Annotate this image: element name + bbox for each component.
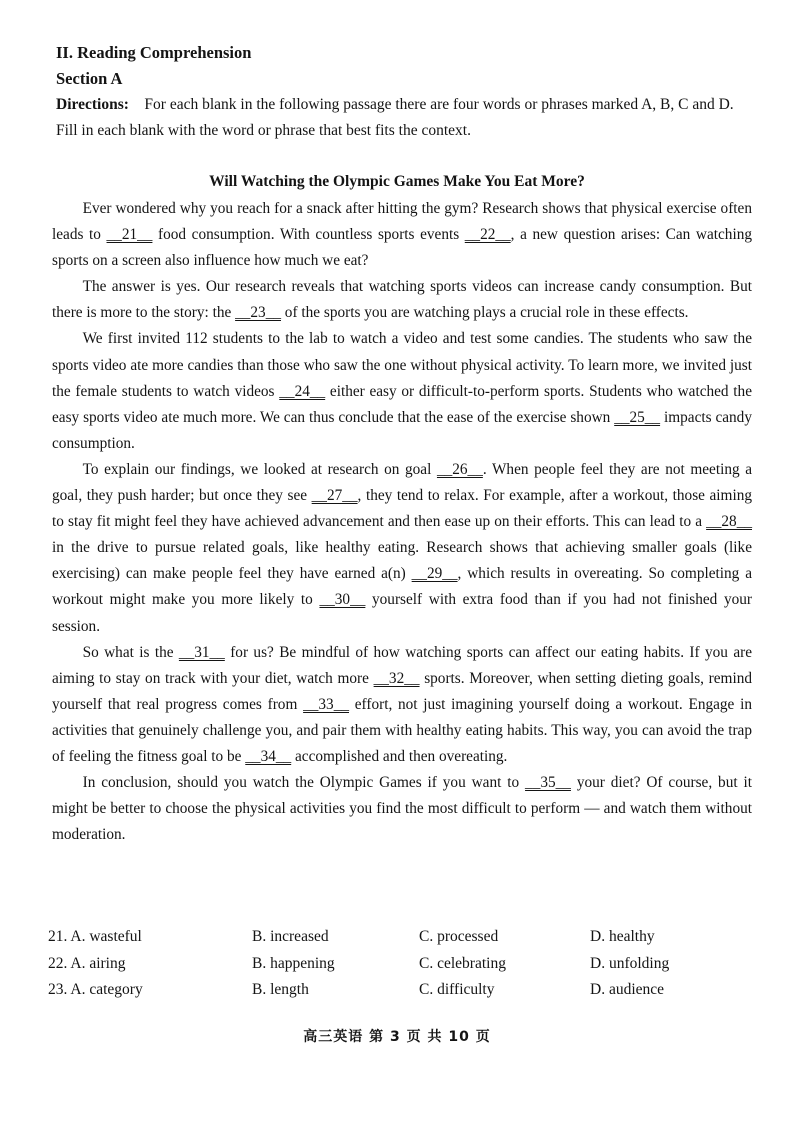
option-d: D. unfolding	[590, 954, 670, 972]
answer-blank: __31__	[178, 643, 225, 661]
passage-text: We first invited 112 students to the lab to watch a video and test some candies. The students who saw the sports video ate more candies than those who saw the one without physical activity. To learn more, we invited just the female students to watch videos	[52, 330, 752, 400]
option-c: C. difficulty	[419, 981, 495, 998]
passage-text: food consumption. With countless sports events	[152, 226, 465, 244]
option-c: C. processed	[419, 928, 499, 945]
answer-blank: __34__	[245, 747, 292, 765]
passage-paragraph	[52, 196, 752, 274]
option-d: D. healthy	[590, 928, 655, 945]
directions-label: Directions:	[56, 96, 129, 113]
passage-text: , they tend to relax. For example, after a workout, those aiming to stay fit might feel they have achieved advancement and then ease up on their efforts. This can lead to a	[52, 487, 753, 531]
answer-blank: __24__	[279, 382, 326, 400]
option-c: C. celebrating	[419, 954, 506, 972]
option-d: D. audience	[590, 981, 665, 998]
answer-blank: __33__	[303, 695, 349, 713]
passage-text: , a new question arises: Can watching sports on a screen also influence how much we eat?	[52, 226, 752, 270]
passage-text: your diet? Of course, but it might be better to choose the physical activities you find the most difficult to perform — and watch them without moderation.	[52, 774, 752, 844]
passage-paragraph	[52, 274, 752, 326]
passage-text: in the drive to pursue related goals, like healthy eating. Research shows that achieving smaller goals (like exercising) can make people feel they have earned a(n)	[52, 539, 752, 583]
passage-text: yourself with extra food than if you had not finished your session.	[52, 591, 753, 635]
passage-paragraph	[52, 457, 752, 640]
directions	[56, 92, 750, 144]
answer-blank: __30__	[319, 591, 366, 609]
option-a: 23. A. category	[48, 981, 143, 998]
answer-blank: __26__	[436, 460, 483, 478]
passage-text: To explain our findings, we looked at research on goal	[82, 460, 437, 478]
section-heading: Section A	[56, 69, 123, 88]
answer-blank: __22__	[464, 226, 511, 244]
passage-text: In conclusion, should you watch the Olympic Games if you want to	[82, 774, 526, 792]
option-a: 22. A. airing	[48, 954, 126, 972]
passage-paragraph	[52, 640, 752, 770]
passage-text: effort, not just imagining yourself doing a workout. Engage in activities that genuinely challenge you, and pair them with healthy eating habits. This way, you can avoid the trap of feeling the fitness goal to be	[52, 695, 752, 765]
passage-text: sports. Moreover, when setting dieting goals, remind yourself that real progress comes from	[52, 669, 753, 713]
answer-blank: __32__	[373, 669, 420, 687]
passage-text: So what is the	[82, 643, 179, 661]
answer-options	[48, 924, 758, 1004]
option-b: B. happening	[252, 954, 335, 972]
answer-blank: __21__	[106, 226, 153, 244]
question-row	[48, 924, 758, 951]
passage-text: for us? Be mindful of how watching sports can affect our eating habits. If you are aiming to stay on track with your diet, watch more	[52, 643, 752, 687]
question-row	[48, 977, 758, 1004]
option-b: B. length	[252, 981, 309, 998]
passage-text: either easy or difficult-to-perform sports. Students who watched the easy sports video ate much more. We can thus conclude that the ease of the exercise shown	[52, 382, 752, 426]
passage-text: impacts candy consumption.	[52, 408, 752, 452]
answer-blank: __28__	[706, 513, 752, 531]
answer-blank: __23__	[235, 304, 281, 322]
passage-text: . When people feel they are not meeting a goal, they push harder; but once they see	[52, 460, 753, 505]
option-b: B. increased	[252, 928, 329, 945]
answer-blank: __35__	[525, 774, 571, 792]
answer-blank: __29__	[411, 565, 458, 583]
passage-body	[52, 196, 752, 848]
passage-paragraph	[52, 326, 752, 456]
passage-title: Will Watching the Olympic Games Make You Eat More?	[209, 173, 585, 190]
answer-blank: __27__	[311, 487, 358, 505]
passage-text: The answer is yes. Our research reveals that watching sports videos can increase candy consumption. But there is more to the story: the	[52, 278, 752, 322]
passage-text: Ever wondered why you reach for a snack after hitting the gym? Research shows that physical exercise often leads to	[52, 200, 752, 244]
option-a: 21. A. wasteful	[48, 928, 142, 945]
passage-paragraph	[52, 770, 752, 848]
passage-text: of the sports you are watching plays a crucial role in these effects.	[280, 304, 689, 322]
answer-blank: __25__	[614, 408, 661, 426]
page-footer: 高三英语 第 3 页 共 10 页	[303, 1029, 491, 1045]
part-heading: II. Reading Comprehension	[56, 43, 252, 62]
directions-text: For each blank in the following passage there are four words or phrases marked A, B, C and D. Fill in each blank with the word or phrase that best fits the context.	[56, 96, 734, 139]
passage-text: accomplished and then overeating.	[291, 747, 508, 765]
passage-text: , which results in overeating. So completing a workout might make you more likely to	[52, 565, 752, 609]
question-row	[48, 951, 758, 978]
